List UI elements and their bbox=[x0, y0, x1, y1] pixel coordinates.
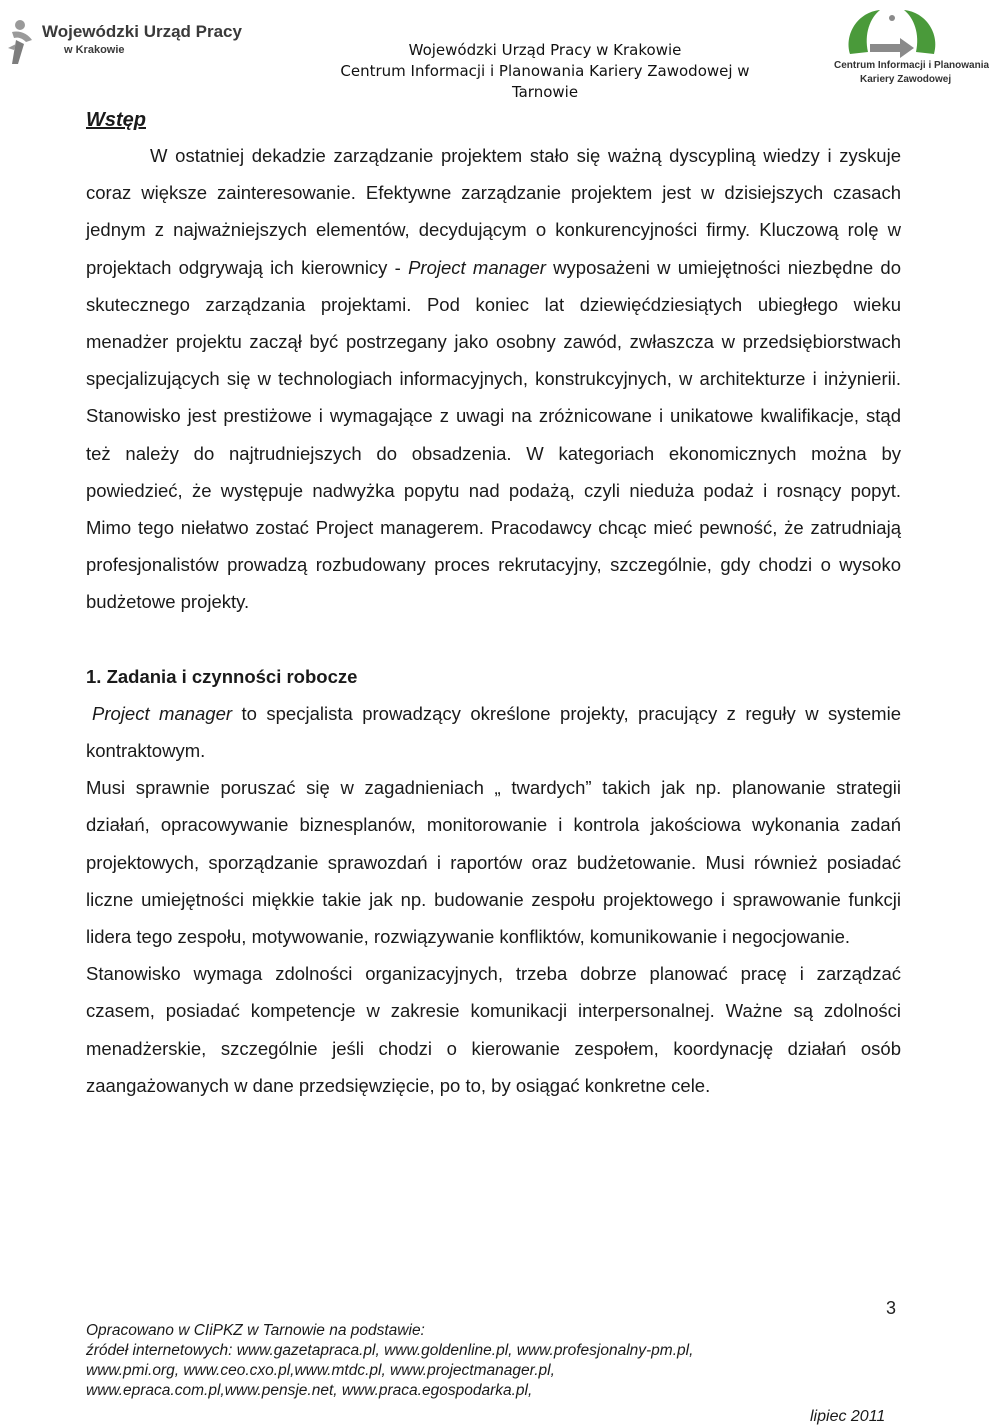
page-number: 3 bbox=[886, 1298, 897, 1318]
wup-logo-name: Wojewódzki Urząd Pracy bbox=[42, 22, 242, 41]
intro-text-b: wyposażeni w umiejętności niezbędne do skutecznego zarządzania projektami. Pod koniec lat dziewięćdziesiątych ubiegłego wieku menadżer projektu zaczął być postrzegany jako osobny zawód, zwłaszcza w przedsiębiorstwach specjalizujących się w technologiach informacyjnych, konstrukcyjnych, w architekturze i inżynierii. Stanowisko jest prestiżowe i wymagające z uwagi na zróżnicowane i unikatowe kwalifikacje, stąd też należy do najtrudniejszych do obsadzenia. W kategoriach ekonomicznych można by powiedzieć, że występuje nadwyżka popytu nad podażą, czyli nieduża podaż i rosnący popyt. Mimo tego niełatwo zostać Project managerem. Pracodawcy chcąc mieć pewność, że zatrudniają profesjonalistów prowadzą rozbudowany proces rekrutacyjny, szczególnie, gdy chodzi o wysoko budżetowe projekty. bbox=[86, 256, 901, 613]
footer-line-4: www.epraca.com.pl,www.pensje.net, www.praca.egospodarka.pl, bbox=[86, 1382, 533, 1399]
section-1-paragraph-1 bbox=[86, 695, 901, 769]
intro-title: Wstęp bbox=[86, 109, 146, 131]
page-footer bbox=[86, 1321, 906, 1425]
section-1-title: 1. Zadania i czynności robocze bbox=[86, 665, 358, 687]
wup-logo bbox=[6, 18, 256, 68]
footer-line-3: www.pmi.org, www.ceo.cxo.pl,www.mtdc.pl, www.projectmanager.pl, bbox=[86, 1362, 555, 1379]
wup-logo-city: w Krakowie bbox=[64, 44, 125, 56]
header-line-1: Wojewódzki Urząd Pracy w Krakowie bbox=[408, 41, 682, 59]
section-1-text-1: to specjalista prowadzący określone projekty, pracujący z reguły w systemie kontraktowym. bbox=[86, 702, 901, 762]
ciipkz-logo bbox=[830, 4, 989, 88]
intro-emphasis: Project manager bbox=[408, 256, 546, 278]
ciipkz-logo-icon bbox=[840, 4, 944, 60]
wup-logo-icon bbox=[6, 18, 40, 66]
section-1-paragraph-2: Musi sprawnie poruszać się w zagadnieniach „ twardych” takich jak np. planowanie strategii działań, opracowywanie biznesplanów, monitorowanie i kontrola jakościowa wykonania zadań projektowych, sporządzanie sprawozdań i raportów oraz budżetowanie. Musi również posiadać liczne umiejętności miękkie takie jak np. budowanie zespołu projektowego i sprawowanie funkcji lidera tego zespołu, motywowanie, rozwiązywanie konfliktów, komunikowanie i negocjowanie. bbox=[86, 777, 901, 948]
footer-date: lipiec 2011 bbox=[810, 1408, 886, 1425]
ciipkz-logo-line-2: Kariery Zawodowej bbox=[860, 74, 952, 85]
section-1-emphasis: Project manager bbox=[92, 702, 233, 724]
ciipkz-logo-line-1: Centrum Informacji i Planowania bbox=[834, 60, 989, 71]
intro-text-a: W ostatniej dekadzie zarządzanie projektem stało się ważną dyscypliną wiedzy i zyskuje coraz większe zainteresowanie. Efektywne zarządzanie projektem jest w dzisiejszych czasach jednym z najważniejszych elementów, decydującym o konkurencyjności firmy. Kluczową rolę w projektach odgrywają ich kierownicy - bbox=[86, 145, 901, 278]
footer-line-1: Opracowano w CIiPKZ w Tarnowie na podstawie: bbox=[86, 1322, 425, 1339]
header-titles bbox=[330, 40, 760, 103]
document-body bbox=[86, 103, 901, 1104]
page-header bbox=[0, 0, 989, 101]
header-line-2: Centrum Informacji i Planowania Kariery Zawodowej w Tarnowie bbox=[340, 62, 750, 101]
footer-line-2: źródeł internetowych: www.gazetapraca.pl, www.goldenline.pl, www.profesjonalny-pm.pl, bbox=[86, 1342, 694, 1359]
intro-paragraph bbox=[86, 137, 901, 621]
section-1-paragraph-3: Stanowisko wymaga zdolności organizacyjnych, trzeba dobrze planować pracę i zarządzać czasem, posiadać kompetencje w zakresie komunikacji interpersonalnej. Ważne są zdolności menadżerskie, szczególnie jeśli chodzi o kierowanie zespołem, koordynację działań osób zaangażowanych w dane przedsięwzięcie, po to, by osiągać konkretne cele. bbox=[86, 963, 901, 1096]
